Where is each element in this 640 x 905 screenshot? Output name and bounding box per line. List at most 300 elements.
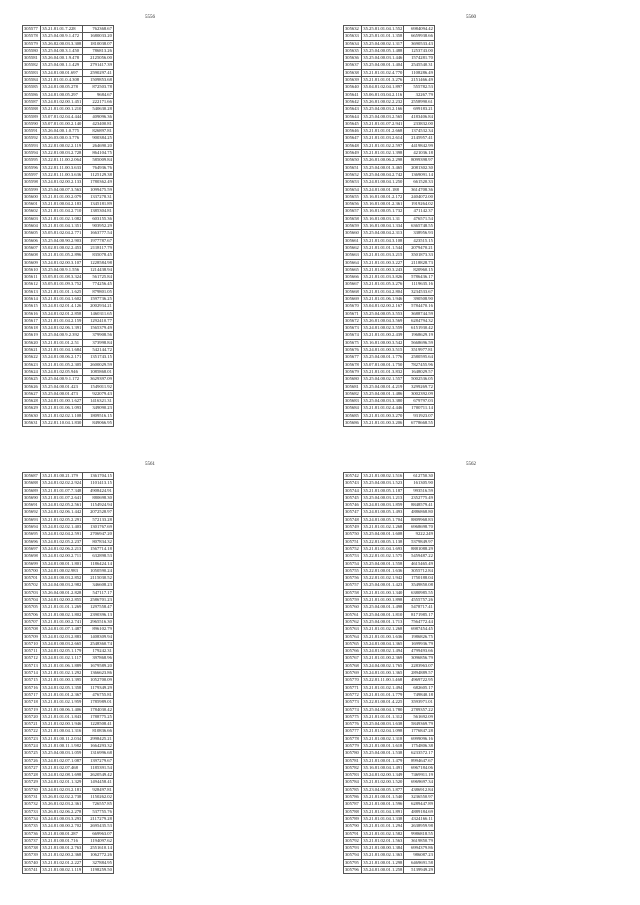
table-row (344, 62, 435, 69)
row-amount-cell: 2590297.41 (83, 69, 114, 76)
table-row (23, 150, 114, 157)
row-amount-cell: 1337278.31 (83, 193, 114, 200)
row-amount-cell: 547117.17 (83, 589, 114, 596)
table-panel (343, 15, 599, 445)
row-id-cell: 305775 (344, 713, 362, 720)
row-code-cell: 35.25.04.00.9.1.472 (41, 33, 83, 40)
data-table (343, 472, 435, 874)
row-amount-cell: 1085868.01 (83, 368, 114, 375)
row-id-cell: 305688 (23, 480, 41, 487)
row-code-cell: 35.21.81.01.05.2.896 (42, 252, 82, 258)
row-amount-cell: 9684.67 (83, 91, 114, 98)
table-row (23, 706, 114, 713)
row-amount-cell: 1292410.77 (83, 317, 114, 324)
row-code-cell: 35.24.81.02.05.2.561 (42, 502, 82, 508)
row-amount-cell: 993516.59 (404, 487, 435, 494)
table-row (23, 215, 114, 222)
row-code-cell: 35.22.81.11.00.3.633 (42, 164, 82, 170)
table-row (23, 128, 114, 135)
row-amount-cell: 2118117.79 (83, 244, 114, 251)
row-amount-cell: 6968698.70 (404, 524, 435, 531)
row-id-cell: 305584 (23, 77, 41, 84)
table-row (344, 779, 435, 786)
row-code-cell: 35.25.04.00.01.1.810 (363, 611, 403, 617)
row-id-cell: 305627 (23, 390, 41, 397)
row-amount-cell: 726557.85 (83, 801, 114, 808)
row-id-cell: 305795 (344, 859, 362, 866)
table-row (344, 553, 435, 560)
row-amount-cell: 6380985.55 (404, 589, 435, 596)
table-row (23, 47, 114, 54)
table-row (23, 742, 114, 749)
row-amount-cell: 1509853.68 (83, 77, 114, 84)
table-row (344, 230, 435, 237)
row-amount-cell: 4886868.80 (404, 509, 435, 516)
row-amount-cell: 1664293.32 (83, 742, 114, 749)
row-amount-cell: 1198259.50 (83, 867, 114, 874)
row-amount-cell: 9986818.55 (404, 830, 435, 837)
row-id-cell: 305708 (23, 626, 41, 633)
row-code-cell: 35.21.81.02.04.1.098 (363, 728, 403, 734)
table-row (344, 179, 435, 186)
row-code-cell: 35.21.81.01.00.2.079 (42, 193, 82, 199)
row-code-cell: 35.21.81.01.02.1.582 (363, 830, 403, 836)
row-amount-cell: 1397279.67 (83, 757, 114, 764)
row-id-cell: 305686 (344, 420, 362, 427)
row-amount-cell: 1228508.41 (83, 721, 114, 728)
row-code-cell: 35.21.81.01.01.1.625 (42, 288, 82, 294)
row-id-cell: 305697 (23, 545, 41, 552)
row-code-cell: 35.21.81.01.07.2.641 (42, 494, 82, 500)
row-code-cell: 35.21.81.01.06.1.946 (363, 295, 403, 301)
row-id-cell: 305744 (344, 487, 362, 494)
row-amount-cell: 397868.96 (83, 655, 114, 662)
row-code-cell: 35.24.81.01.00.1.365 (363, 670, 403, 676)
table-row (23, 412, 114, 419)
row-id-cell: 305669 (344, 295, 362, 302)
table-row (344, 575, 435, 582)
row-id-cell: 305684 (344, 405, 362, 412)
row-amount-cell: 5849369.79 (404, 721, 435, 728)
row-code-cell: 35.16.81.00.04.1.491 (363, 764, 403, 770)
table-row (344, 677, 435, 684)
row-amount-cell: 555782.53 (404, 84, 435, 91)
row-id-cell: 305687 (23, 473, 41, 480)
panel-title: 5561 (145, 462, 155, 467)
row-id-cell: 305753 (344, 553, 362, 560)
table-row (344, 40, 435, 47)
row-id-cell: 305734 (23, 815, 41, 822)
row-code-cell: 35.24.81.00.05.1.493 (363, 509, 403, 515)
row-amount-cell: 1179349.29 (83, 684, 114, 691)
row-id-cell: 305719 (23, 706, 41, 713)
row-code-cell: 35.24.81.00.05.297 (41, 91, 83, 98)
row-id-cell: 305636 (344, 55, 362, 62)
table-row (344, 266, 435, 273)
row-amount-cell: 4969722.95 (404, 677, 435, 684)
row-amount-cell: 1416321.31 (83, 398, 114, 405)
row-amount-cell: 6987454.45 (404, 626, 435, 633)
row-id-cell: 305790 (344, 823, 362, 830)
row-code-cell: 35.21.81.01.00.3.206 (363, 420, 403, 426)
table-row (344, 69, 435, 76)
table-row (23, 473, 114, 480)
row-id-cell: 305739 (23, 852, 41, 859)
table-row (344, 845, 435, 852)
row-code-cell: 35.25.04.00.01.1.538 (363, 750, 403, 756)
table-row (23, 113, 114, 120)
row-code-cell: 35.22.81.01.02.1.575 (363, 553, 403, 559)
table-row (344, 303, 435, 310)
table-row (23, 193, 114, 200)
row-code-cell: 35.21.81.01.00.1.210 (42, 106, 82, 112)
row-code-cell: 35.21.81.01.04.3.108 (363, 237, 403, 243)
row-amount-cell: 4324166.11 (404, 815, 435, 822)
row-code-cell: 35.05.81.01.08.3.324 (42, 274, 82, 280)
row-amount-cell: 423400.81 (83, 120, 114, 127)
row-code-cell: 35.25.04.00.1.1.429 (41, 62, 83, 69)
row-amount-cell: 5459487.22 (404, 553, 435, 560)
row-amount-cell: 7564772.44 (404, 618, 435, 625)
table-row (344, 91, 435, 98)
row-id-cell: 305661 (344, 237, 362, 244)
row-id-cell: 305587 (23, 98, 41, 105)
row-amount-cell: 2118828.73 (404, 259, 435, 266)
table-row (344, 538, 435, 545)
row-amount-cell: 8881088.29 (404, 545, 435, 552)
row-code-cell: 35.22.81.01.02.1.942 (363, 575, 403, 581)
row-code-cell: 35.21.81.01.01.1.269 (42, 604, 82, 610)
row-amount-cell: 1680033.20 (83, 33, 114, 40)
table-row (23, 545, 114, 552)
row-id-cell: 305738 (23, 845, 41, 852)
row-code-cell: 35.24.81.02.06.1.442 (42, 509, 82, 515)
row-amount-cell: 6284794.32 (404, 317, 435, 324)
row-amount-cell: 1663777.54 (83, 230, 114, 237)
row-amount-cell: 1567714.18 (83, 545, 114, 552)
table-row (23, 618, 114, 625)
row-id-cell: 305589 (23, 113, 41, 120)
row-amount-cell: 3501873.33 (404, 252, 435, 259)
row-code-cell: 35.24.81.00.03.3.293 (42, 815, 82, 821)
table-row (23, 567, 114, 574)
row-amount-cell: 6151930.42 (404, 325, 435, 332)
row-id-cell: 305585 (23, 84, 41, 91)
row-code-cell: 35.25.04.00.01.423 (41, 383, 83, 390)
row-code-cell: 35.21.81.01.02.1.398 (363, 150, 403, 156)
row-id-cell: 305693 (23, 516, 41, 523)
row-id-cell: 305681 (344, 383, 362, 390)
table-row (23, 487, 114, 494)
table-row (344, 164, 435, 171)
table-row (23, 553, 114, 560)
row-amount-cell: 810836.66 (83, 728, 114, 735)
row-code-cell: 35.25.04.00.03.1.523 (363, 480, 403, 486)
row-amount-cell: 3002392.09 (404, 390, 435, 397)
row-code-cell: 35.21.81.01.00.3.270 (363, 412, 403, 418)
row-code-cell: 35.26.81.02.06.2.278 (42, 808, 82, 814)
table-row (344, 815, 435, 822)
row-amount-cell: 896102.79 (83, 626, 114, 633)
row-code-cell: 35.25.04.00.02.1.317 (363, 40, 403, 46)
row-id-cell: 305717 (23, 691, 41, 698)
row-code-cell: 35.26.81.00.04.3.569 (363, 317, 403, 323)
row-amount-cell: 3299269.72 (404, 383, 435, 390)
row-amount-cell: 4889184.69 (404, 808, 435, 815)
table-row (344, 859, 435, 866)
row-amount-cell: 561692.09 (404, 713, 435, 720)
row-amount-cell: 764936.76 (83, 164, 114, 171)
table-row (344, 332, 435, 339)
row-code-cell: 35.05.81.02.04.2.771 (42, 230, 82, 236)
row-amount-cell: 786813.26 (83, 47, 114, 54)
row-code-cell: 35.22.81.11.00.1.468 (363, 677, 403, 683)
row-amount-cell: 476571.54 (404, 215, 435, 222)
table-row (23, 531, 114, 538)
table-row (23, 120, 114, 127)
row-code-cell: 35.25.04.00.03.1.638 (363, 721, 403, 727)
row-amount-cell: 1679589.20 (83, 662, 114, 669)
row-amount-cell: 1050590.24 (83, 567, 114, 574)
row-code-cell: 35.24.81.00.02.983 (41, 567, 83, 574)
row-code-cell: 35.24.81.02.04.2.591 (42, 531, 82, 537)
row-id-cell: 305643 (344, 106, 362, 113)
table-row (23, 266, 114, 273)
row-amount-cell: 820960.15 (404, 266, 435, 273)
table-row (344, 772, 435, 779)
table-row (23, 509, 114, 516)
row-code-cell: 35.25.04.00.03.2.565 (363, 113, 403, 119)
row-amount-cell: 421036.18 (404, 150, 435, 157)
row-id-cell: 305616 (23, 310, 41, 317)
row-amount-cell: 1565379.49 (83, 325, 114, 332)
row-id-cell: 305714 (23, 670, 41, 677)
row-code-cell: 35.24.81.02.02.1.403 (42, 524, 82, 530)
row-amount-cell: 2545540.31 (404, 62, 435, 69)
row-id-cell: 305682 (344, 390, 362, 397)
row-amount-cell: 222171.66 (83, 98, 114, 105)
row-amount-cell: 6289447.89 (404, 801, 435, 808)
row-amount-cell: 3629397.09 (83, 376, 114, 383)
row-amount-cell: 2072528.97 (83, 509, 114, 516)
row-id-cell: 305705 (23, 604, 41, 611)
row-amount-cell: 9222.249 (404, 531, 435, 538)
row-id-cell: 305646 (344, 128, 362, 135)
row-id-cell: 305731 (23, 794, 41, 801)
table-row (344, 640, 435, 647)
table-row (23, 91, 114, 98)
row-code-cell: 35.26.81.00.02.2.232 (363, 98, 403, 104)
row-id-cell: 305698 (23, 553, 41, 560)
row-amount-cell: 1351743.15 (83, 354, 114, 361)
row-id-cell: 305625 (23, 376, 41, 383)
table-row (23, 230, 114, 237)
row-code-cell: 35.21.81.00.02.1.119 (42, 867, 82, 873)
table-row (23, 244, 114, 251)
row-amount-cell: 1301767.69 (83, 524, 114, 531)
table-row (23, 390, 114, 397)
row-code-cell: 35.24.81.00.03.2.665 (42, 640, 82, 646)
row-code-cell: 35.21.81.01.04.1.602 (42, 295, 82, 301)
row-amount-cell: 561725.84 (83, 274, 114, 281)
row-code-cell: 35.26.04.00.1.0.775 (41, 128, 83, 135)
table-row (23, 713, 114, 720)
row-code-cell: 35.21.81.01.01.3.276 (363, 77, 403, 83)
row-id-cell: 305614 (23, 295, 41, 302)
table-panel (343, 462, 599, 892)
row-id-cell: 305782 (344, 764, 362, 771)
row-amount-cell: 849066.95 (83, 420, 114, 427)
row-amount-cell: 1374532.34 (404, 128, 435, 135)
row-id-cell: 305741 (23, 867, 41, 874)
row-amount-cell: 4183406.84 (404, 113, 435, 120)
table-row (344, 201, 435, 208)
row-code-cell: 35.24.81.00.03.2.852 (42, 575, 82, 581)
table-row (23, 361, 114, 368)
table-row (23, 764, 114, 771)
row-amount-cell: 1101413.15 (83, 480, 114, 487)
row-code-cell: 35.24.81.02.02.2.924 (42, 480, 82, 486)
row-id-cell: 305605 (23, 230, 41, 237)
table-row (23, 405, 114, 412)
table-row (344, 567, 435, 574)
row-id-cell: 305723 (23, 735, 41, 742)
table-row (23, 794, 114, 801)
row-id-cell: 305712 (23, 655, 41, 662)
table-row (23, 524, 114, 531)
row-amount-cell: 2695435.53 (83, 823, 114, 830)
row-code-cell: 35.21.81.02.00.1.520 (363, 779, 403, 785)
row-code-cell: 35.21.81.02.05.2.291 (42, 516, 82, 522)
row-id-cell: 305724 (23, 742, 41, 749)
row-amount-cell: 6967184.06 (404, 764, 435, 771)
row-code-cell: 35.25.04.00.9.1.172 (41, 376, 83, 383)
row-amount-cell: 5478717.41 (404, 604, 435, 611)
row-code-cell: 35.05.81.01.09.3.752 (42, 281, 82, 287)
row-amount-cell: 3055712.84 (404, 567, 435, 574)
row-code-cell: 35.21.81.01.00.1.395 (42, 677, 82, 683)
row-amount-cell: 349090.23 (83, 405, 114, 412)
row-amount-cell: 1052700.09 (83, 677, 114, 684)
row-id-cell: 305794 (344, 852, 362, 859)
table-row (23, 757, 114, 764)
table-row (344, 604, 435, 611)
row-id-cell: 305665 (344, 266, 362, 273)
row-code-cell: 35.21.81.00.02.1.318 (363, 735, 403, 741)
table-row (23, 237, 114, 244)
table-row (344, 383, 435, 390)
row-id-cell: 305617 (23, 317, 41, 324)
table-row (23, 480, 114, 487)
table-row (344, 259, 435, 266)
row-code-cell: 35.21.81.00.01.1.596 (363, 801, 403, 807)
table-row (23, 252, 114, 259)
row-code-cell: 35.21.81.01.04.1.891 (363, 808, 403, 814)
row-code-cell: 35.21.81.01.03.3.215 (363, 252, 403, 258)
row-code-cell: 35.21.81.00.02.1.363 (363, 852, 403, 858)
row-amount-cell: 1648029.57 (404, 368, 435, 375)
row-id-cell: 305628 (23, 398, 41, 405)
row-id-cell: 305648 (344, 142, 362, 149)
row-amount-cell: 661520.33 (404, 179, 435, 186)
row-amount-cell: 2125056.00 (83, 55, 114, 62)
table-row (344, 618, 435, 625)
table-row (23, 582, 114, 589)
row-amount-cell: 2283963.07 (404, 662, 435, 669)
row-id-cell: 305583 (23, 69, 41, 76)
row-id-cell: 305748 (344, 516, 362, 523)
table-row (344, 531, 435, 538)
row-id-cell: 305655 (344, 193, 362, 200)
row-id-cell: 305662 (344, 244, 362, 251)
row-id-cell: 305707 (23, 618, 41, 625)
row-id-cell: 305710 (23, 640, 41, 647)
table-row (344, 582, 435, 589)
table-row (344, 128, 435, 135)
row-amount-cell: 7469911.19 (404, 772, 435, 779)
row-amount-cell: 612750.30 (404, 473, 435, 480)
table-row (344, 295, 435, 302)
table-row (344, 288, 435, 295)
table-row (23, 142, 114, 149)
table-row (344, 509, 435, 516)
row-amount-cell: 476755.81 (83, 691, 114, 698)
row-amount-cell: 900384.25 (83, 135, 114, 142)
row-amount-cell: 826897.81 (83, 128, 114, 135)
row-code-cell: 35.21.81.01.01.1.294 (363, 823, 403, 829)
row-code-cell: 35.21.81.01.01.1.312 (363, 713, 403, 719)
row-id-cell: 305633 (344, 33, 362, 40)
table-row (344, 823, 435, 830)
row-amount-cell: 669963.07 (83, 830, 114, 837)
row-id-cell: 305732 (23, 801, 41, 808)
row-code-cell: 35.04.81.02.00.2.167 (363, 303, 403, 309)
row-id-cell: 305694 (23, 524, 41, 531)
row-id-cell: 305779 (344, 742, 362, 749)
table-row (23, 40, 114, 47)
row-id-cell: 305608 (23, 252, 41, 259)
row-id-cell: 305586 (23, 91, 41, 98)
row-id-cell: 305604 (23, 223, 41, 230)
row-id-cell: 305676 (344, 347, 362, 354)
row-code-cell: 35.26.82.00.03.3.308 (42, 40, 82, 46)
row-amount-cell: 537755.76 (83, 808, 114, 815)
row-id-cell: 305660 (344, 230, 362, 237)
row-amount-cell: 1316996.68 (83, 750, 114, 757)
table-row (344, 611, 435, 618)
row-code-cell: 35.25.04.00.01.1.486 (363, 390, 403, 396)
row-id-cell: 305701 (23, 575, 41, 582)
table-row (23, 779, 114, 786)
row-id-cell: 305656 (344, 201, 362, 208)
row-amount-cell: 6994379.86 (404, 845, 435, 852)
row-code-cell: 35.21.81.00.04.2.183 (42, 201, 82, 207)
row-code-cell: 35.24.81.02.00.1.349 (363, 772, 403, 778)
row-amount-cell: 3688744.59 (404, 310, 435, 317)
table-row (23, 26, 114, 33)
table-row (23, 815, 114, 822)
row-id-cell: 305592 (23, 135, 41, 142)
table-row (344, 274, 435, 281)
row-code-cell: 35.21.81.01.07.7.348 (42, 487, 82, 493)
row-id-cell: 305579 (23, 40, 41, 47)
row-amount-cell: 2558990.61 (404, 98, 435, 105)
table-row (344, 361, 435, 368)
row-code-cell: 35.21.81.01.01.2.668 (363, 128, 403, 134)
table-row (23, 575, 114, 582)
row-id-cell: 305715 (23, 677, 41, 684)
table-row (344, 757, 435, 764)
